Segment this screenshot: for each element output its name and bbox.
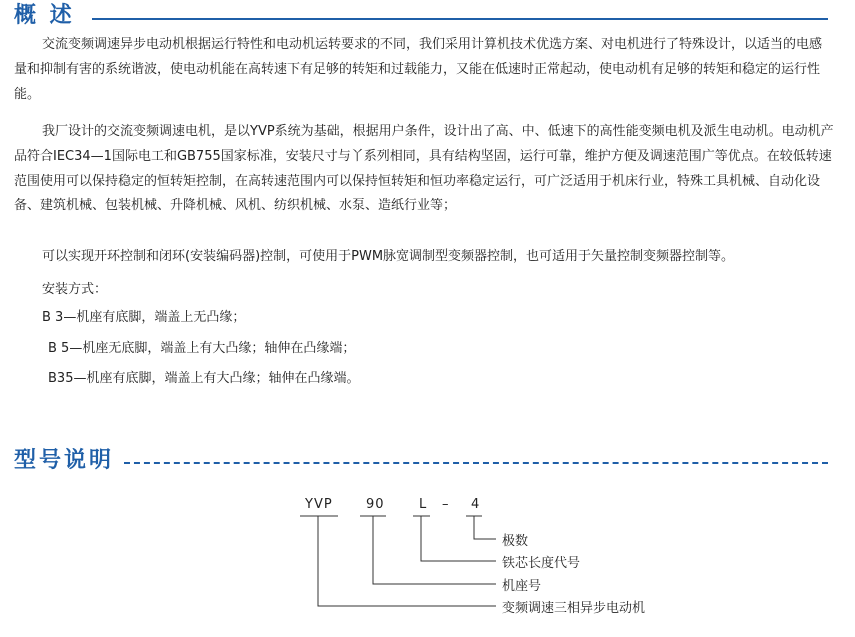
- code-part-yvp: YVP: [305, 497, 333, 512]
- code-part-frame: 90: [366, 497, 385, 512]
- mounting-label: 安装方式：: [42, 282, 108, 297]
- model-title: 型号说明: [14, 448, 115, 473]
- legend-motor-type: 变频调速三相异步电动机: [502, 601, 646, 616]
- code-part-dash: –: [442, 497, 450, 512]
- mounting-b35: B35—机座有底脚，端盖上有大凸缘；轴伸在凸缘端。: [48, 371, 360, 386]
- code-part-core-length: L: [419, 497, 428, 512]
- legend-poles: 极数: [502, 534, 529, 549]
- leader-poles: [474, 516, 496, 539]
- overview-title: 概 述: [14, 3, 75, 28]
- code-part-poles: 4: [471, 497, 481, 512]
- overview-paragraph-1: 交流变频调速异步电动机根据运行特性和电动机运转要求的不同，我们采用计算机技术优选方案、对电机进行了特殊设计，以适当的电感量和抑制有害的系统谐波，使电动机能在高转速下有足够的转矩和过载能力，又能在低速时正常起动，使电动机有足够的转矩和稳定的运行性能。: [14, 37, 823, 102]
- mounting-b5: B 5—机座无底脚，端盖上有大凸缘；轴伸在凸缘端；: [48, 341, 356, 356]
- overview-paragraph-3: 可以实现开环控制和闭环(安装编码器)控制，可使用于PWM脉宽调制型变频器控制，也可适用于矢量控制变频器控制等。: [42, 249, 735, 264]
- leader-frame: [373, 516, 496, 584]
- legend-core-length: 铁芯长度代号: [502, 556, 581, 571]
- overview-paragraph-2: 我厂设计的交流变频调速电机，是以YVP系统为基础，根据用户条件，设计出了高、中、低速下的高性能变频电机及派生电动机。电动机产品符合IEC34—1国际电工和GB755国家标准，安装尺寸与丫系列相同，具有结构坚固，运行可靠，维护方便及调速范围广等优点。在较低转速范围使用可以保持稳定的恒转矩控制，在高转速范围内可以保持恒转矩和恒功率稳定运行，可广泛适用于机床行业，特殊工具机械、自动化设备、建筑机械、包装机械、升降机械、风机、纺织机械、水泵、造纸行业等；: [14, 124, 834, 214]
- mounting-b3: B 3—机座有底脚，端盖上无凸缘；: [42, 310, 246, 325]
- legend-frame: 机座号: [502, 579, 542, 594]
